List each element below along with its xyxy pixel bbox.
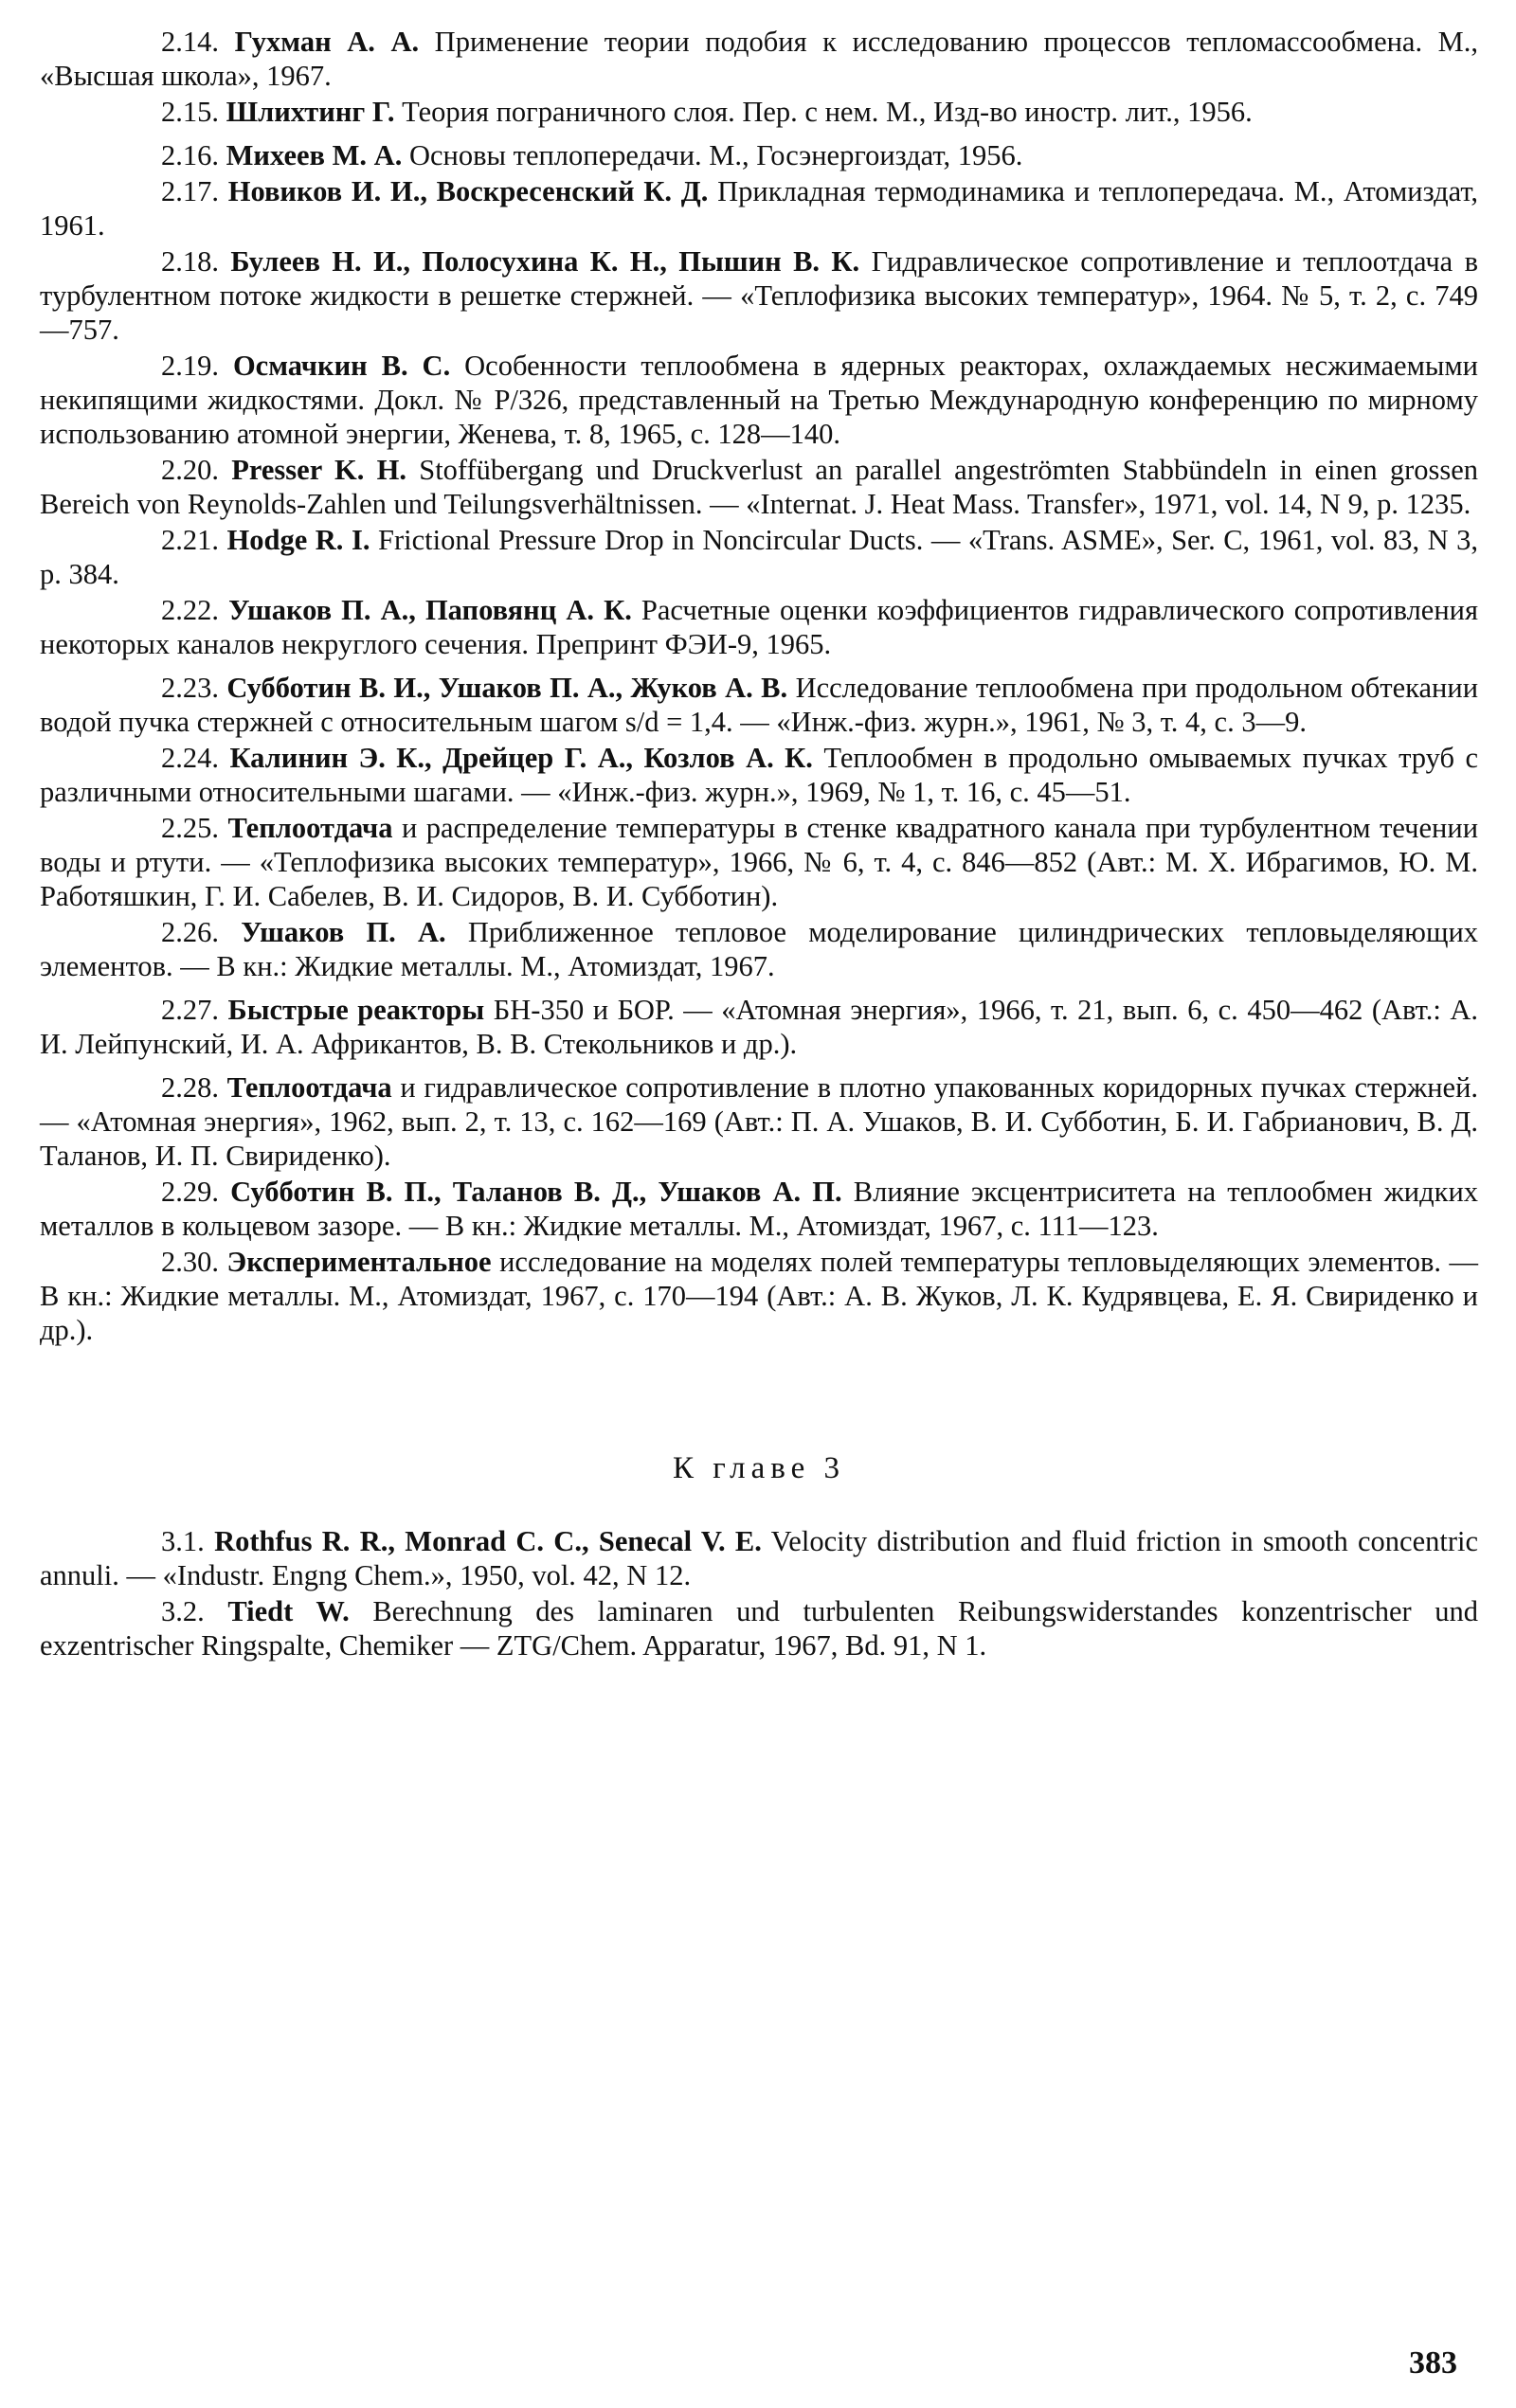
reference-number: 2.19. (161, 350, 219, 382)
reference-number: 3.1. (161, 1525, 205, 1557)
reference-authors: Ушаков П. А., Паповянц А. К. (228, 594, 632, 626)
reference-number: 2.18. (161, 245, 219, 278)
reference-authors: Presser K. H. (231, 454, 406, 486)
references-chapter-3 (40, 1524, 1478, 1662)
reference-item (40, 1524, 1478, 1592)
reference-text: Особенности теплообмена в ядерных реакторах, охлаждаемых несжимаемыми некипящими жидкостями. Докл. № P/326, представленный на Третью Международную конференцию по мирному использованию атомной энергии, Женева, т. 8, 1965, с. 128—140. (40, 350, 1479, 450)
reference-number: 2.25. (161, 812, 219, 844)
reference-number: 2.15. (161, 96, 219, 128)
reference-authors: Ушаков П. А. (241, 916, 446, 948)
reference-text: Применение теории подобия к исследованию процессов тепломассообмена. М., «Высшая школа», 1967. (40, 26, 1479, 92)
reference-item (40, 1245, 1478, 1347)
reference-item (40, 993, 1478, 1061)
reference-text: БН-350 и БОР. — «Атомная энергия», 1966, т. 21, вып. 6, с. 450—462 (Авт.: А. И. Лейпунский, И. А. Африкантов, В. В. Стекольников и др.). (40, 994, 1479, 1060)
reference-text: Расчетные оценки коэффициентов гидравлического сопротивления некоторых каналов некруглого сечения. Препринт ФЭИ-9, 1965. (40, 594, 1478, 660)
reference-item (40, 453, 1478, 521)
reference-authors: Булеев Н. И., Полосухина К. Н., Пышин В. К. (230, 245, 860, 278)
reference-text: Berechnung des laminaren und turbulenten Reibungswiderstandes konzentrischer und exzentrischer Ringspalte, Chemiker — ZTG/Chem. Apparatur, 1967, Bd. 91, N 1. (40, 1595, 1479, 1662)
reference-authors: Михеев М. А. (226, 139, 403, 171)
reference-text: Теория пограничного слоя. Пер. с нем. М., Изд-во иностр. лит., 1956. (402, 96, 1253, 128)
reference-text: Теплообмен в продольно омываемых пучках труб с различными относительными шагами. — «Инж.-физ. журн.», 1969, № 1, т. 16, с. 45—51. (40, 742, 1478, 808)
reference-text: Исследование теплообмена при продольном обтекании водой пучка стержней с относительным шагом s/d = 1,4. — «Инж.-физ. журн.», 1961, № 3, т. 4, с. 3—9. (40, 672, 1479, 738)
reference-number: 2.20. (161, 454, 219, 486)
reference-text: Влияние эксцентриситета на теплообмен жидких металлов в кольцевом зазоре. — В кн.: Жидкие металлы. М., Атомиздат, 1967, с. 111—123. (40, 1176, 1479, 1242)
reference-item (40, 915, 1478, 983)
reference-authors: Калинин Э. К., Дрейцер Г. А., Козлов А. К. (229, 742, 813, 774)
reference-number: 2.16. (161, 139, 219, 171)
reference-authors: Экспериментальное (226, 1246, 492, 1278)
reference-item (40, 1175, 1478, 1243)
reference-authors: Осмачкин В. С. (232, 350, 451, 382)
reference-authors: Rothfus R. R., Monrad C. C., Senecal V. E. (214, 1525, 762, 1557)
reference-number: 2.28. (161, 1071, 219, 1104)
reference-item (40, 25, 1478, 93)
reference-authors: Субботин В. П., Таланов В. Д., Ушаков А. П. (230, 1176, 842, 1208)
reference-number: 2.23. (161, 672, 219, 704)
reference-item (40, 1070, 1478, 1173)
reference-text: Основы теплопередачи. М., Госэнергоиздат, 1956. (408, 139, 1023, 171)
reference-number: 2.14. (161, 26, 219, 58)
reference-authors: Субботин В. И., Ушаков П. А., Жуков А. В. (226, 672, 788, 704)
reference-authors: Быстрые реакторы (227, 994, 485, 1026)
reference-item (40, 138, 1478, 172)
reference-text: Stoffübergang und Druckverlust an parallel angeströmten Stabbündeln in einen grossen Bereich von Reynolds-Zahlen und Teilungsverhältnissen. — «Internat. J. Heat Mass. Transfer», 1971, vol. 14, N 9, p. 1235. (40, 454, 1479, 520)
reference-number: 2.22. (161, 594, 219, 626)
reference-authors: Теплоотдача (226, 1071, 392, 1104)
reference-item (40, 811, 1478, 913)
reference-item (40, 349, 1478, 451)
reference-item (40, 741, 1478, 809)
reference-authors: Hodge R. I. (226, 524, 370, 556)
reference-authors: Tiedt W. (227, 1595, 350, 1627)
reference-number: 2.29. (161, 1176, 219, 1208)
reference-number: 2.24. (161, 742, 219, 774)
reference-item (40, 95, 1478, 129)
reference-item (40, 244, 1478, 347)
reference-text: Гидравлическое сопротивление и теплоотдача в турбулентном потоке жидкости в решетке стержней. — «Теплофизика высоких температур», 1964. № 5, т. 2, с. 749—757. (40, 245, 1479, 346)
reference-number: 2.17. (161, 175, 219, 207)
reference-item (40, 671, 1478, 739)
reference-number: 2.21. (161, 524, 219, 556)
reference-item (40, 593, 1478, 661)
reference-text: Frictional Pressure Drop in Noncircular Ducts. — «Trans. ASME», Ser. C, 1961, vol. 83, N 3, p. 384. (40, 524, 1479, 590)
reference-number: 2.26. (161, 916, 219, 948)
reference-text: и распределение температуры в стенке квадратного канала при турбулентном течении воды и ртути. — «Теплофизика высоких температур», 1966, № 6, т. 4, с. 846—852 (Авт.: М. Х. Ибрагимов, Ю. М. Работяшкин, Г. И. Сабелев, В. И. Сидоров, В. И. Субботин). (40, 812, 1479, 912)
reference-authors: Шлихтинг Г. (226, 96, 395, 128)
reference-text: Velocity distribution and fluid friction in smooth concentric annuli. — «Industr. Engng Chem.», 1950, vol. 42, N 12. (40, 1525, 1479, 1591)
reference-text: и гидравлическое сопротивление в плотно упакованных коридорных пучках стержней. — «Атомная энергия», 1962, вып. 2, т. 13, с. 162—169 (Авт.: П. А. Ушаков, В. И. Субботин, Б. И. Габрианович, В. Д. Таланов, И. П. Свириденко). (40, 1071, 1479, 1172)
reference-text: исследование на моделях полей температуры тепловыделяющих элементов. — В кн.: Жидкие металлы. М., Атомиздат, 1967, с. 170—194 (Авт.: А. В. Жуков, Л. К. Кудрявцева, Е. Я. Свириденко и др.). (40, 1246, 1479, 1346)
reference-authors: Гухман А. А. (234, 26, 420, 58)
page-number: 383 (1409, 2345, 1457, 2381)
reference-text: Приближенное тепловое моделирование цилиндрических тепловыделяющих элементов. — В кн.: Жидкие металлы. М., Атомиздат, 1967. (40, 916, 1479, 982)
reference-item (40, 1594, 1478, 1662)
reference-number: 3.2. (161, 1595, 205, 1627)
reference-item (40, 174, 1478, 243)
reference-authors: Теплоотдача (227, 812, 393, 844)
reference-number: 2.27. (161, 994, 219, 1026)
chapter-heading: К главе 3 (672, 1451, 846, 1485)
reference-number: 2.30. (161, 1246, 219, 1278)
reference-text: Прикладная термодинамика и теплопередача. М., Атомиздат, 1961. (40, 175, 1479, 242)
reference-authors: Новиков И. И., Воскресенский К. Д. (227, 175, 709, 207)
references-chapter-2 (40, 25, 1478, 1347)
reference-item (40, 523, 1478, 591)
